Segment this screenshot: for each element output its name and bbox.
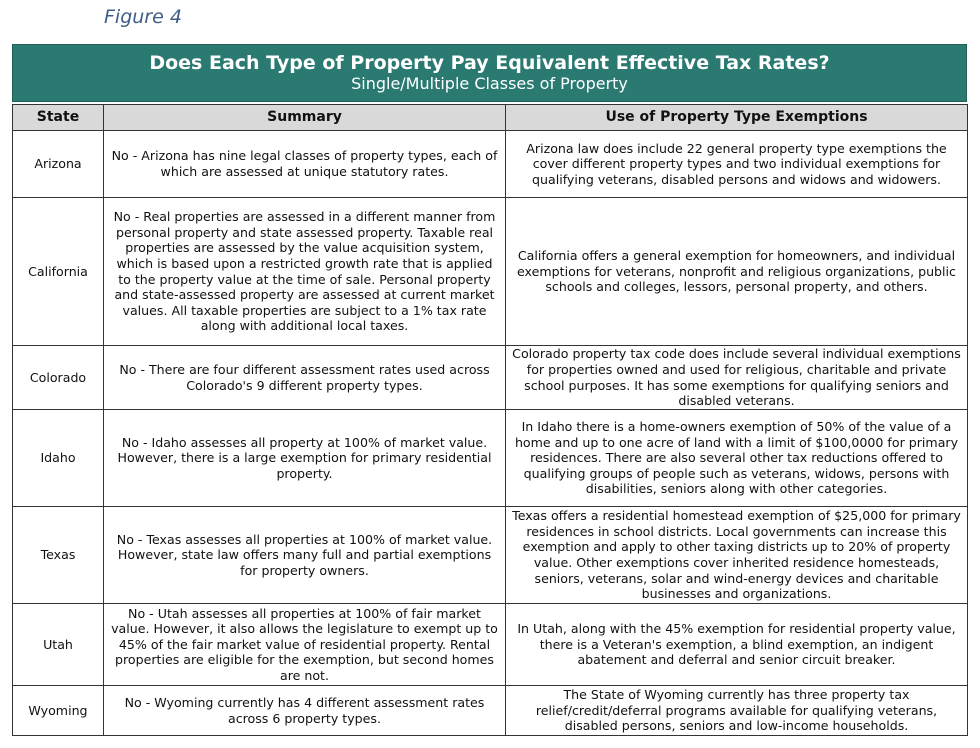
summary-cell: No - There are four different assessment rates used across Colorado's 9 different property types. — [104, 346, 506, 410]
exemptions-cell: California offers a general exemption for homeowners, and individual exemptions for veterans, nonprofit and religious organizations, public schools and colleges, lessors, personal property, and others. — [506, 198, 968, 346]
summary-cell: No - Real properties are assessed in a different manner from personal property and state assessed property. Taxable real properties are assessed by the value acquisition system, which is based upon a restricted growth rate that is applied to the property value at the time of sale. Personal property and state-assessed property are assessed at current market values. All taxable properties are subject to a 1% tax rate along with additional local taxes. — [104, 198, 506, 346]
header-state: State — [13, 105, 104, 131]
state-cell: Arizona — [13, 131, 104, 198]
table-row — [13, 410, 968, 507]
state-cell: Texas — [13, 507, 104, 604]
exemptions-cell: Arizona law does include 22 general property type exemptions the cover different property types and two individual exemptions for qualifying veterans, disabled persons and widows and widowers. — [506, 131, 968, 198]
state-cell: Colorado — [13, 346, 104, 410]
exemptions-cell: Colorado property tax code does include several individual exemptions for properties owned and used for religious, charitable and private school purposes. It has some exemptions for qualifying seniors and disabled veterans. — [506, 346, 968, 410]
property-tax-table — [12, 104, 968, 736]
table-row — [13, 686, 968, 736]
table-row — [13, 604, 968, 686]
summary-cell: No - Texas assesses all properties at 100% of market value. However, state law offers many full and partial exemptions for property owners. — [104, 507, 506, 604]
summary-cell: No - Idaho assesses all property at 100% of market value. However, there is a large exemption for primary residential property. — [104, 410, 506, 507]
table-banner — [12, 44, 967, 102]
table-subtitle: Single/Multiple Classes of Property — [351, 74, 628, 93]
summary-cell: No - Wyoming currently has 4 different assessment rates across 6 property types. — [104, 686, 506, 736]
header-exemptions: Use of Property Type Exemptions — [506, 105, 968, 131]
exemptions-cell: The State of Wyoming currently has three property tax relief/credit/deferral programs available for qualifying veterans, disabled persons, seniors and low-income households. — [506, 686, 968, 736]
header-summary: Summary — [104, 105, 506, 131]
state-cell: Idaho — [13, 410, 104, 507]
summary-cell: No - Arizona has nine legal classes of property types, each of which are assessed at unique statutory rates. — [104, 131, 506, 198]
table-row — [13, 198, 968, 346]
table-row — [13, 346, 968, 410]
state-cell: California — [13, 198, 104, 346]
table-row — [13, 507, 968, 604]
state-cell: Wyoming — [13, 686, 104, 736]
exemptions-cell: In Idaho there is a home-owners exemption of 50% of the value of a home and up to one acre of land with a limit of $100,0000 for primary residences. There are also several other tax reductions offered to qualifying groups of people such as veterans, widows, persons with disabilities, seniors along with other categories. — [506, 410, 968, 507]
state-cell: Utah — [13, 604, 104, 686]
table-row — [13, 131, 968, 198]
exemptions-cell: Texas offers a residential homestead exemption of $25,000 for primary residences in school districts. Local governments can increase this exemption and apply to other taxing districts up to 20% of property value. Other exemptions cover inherited residence homesteads, seniors, veterans, solar and wind-energy devices and charitable businesses and organizations. — [506, 507, 968, 604]
figure-label: Figure 4 — [104, 6, 182, 28]
exemptions-cell: In Utah, along with the 45% exemption for residential property value, there is a Veteran's exemption, a blind exemption, an indigent abatement and deferral and senior circuit breaker. — [506, 604, 968, 686]
summary-cell: No - Utah assesses all properties at 100% of fair market value. However, it also allows the legislature to exempt up to 45% of the fair market value of residential property. Rental properties are eligible for the exemption, but second homes are not. — [104, 604, 506, 686]
table-title: Does Each Type of Property Pay Equivalent Effective Tax Rates? — [149, 52, 830, 74]
header-row — [13, 105, 968, 131]
